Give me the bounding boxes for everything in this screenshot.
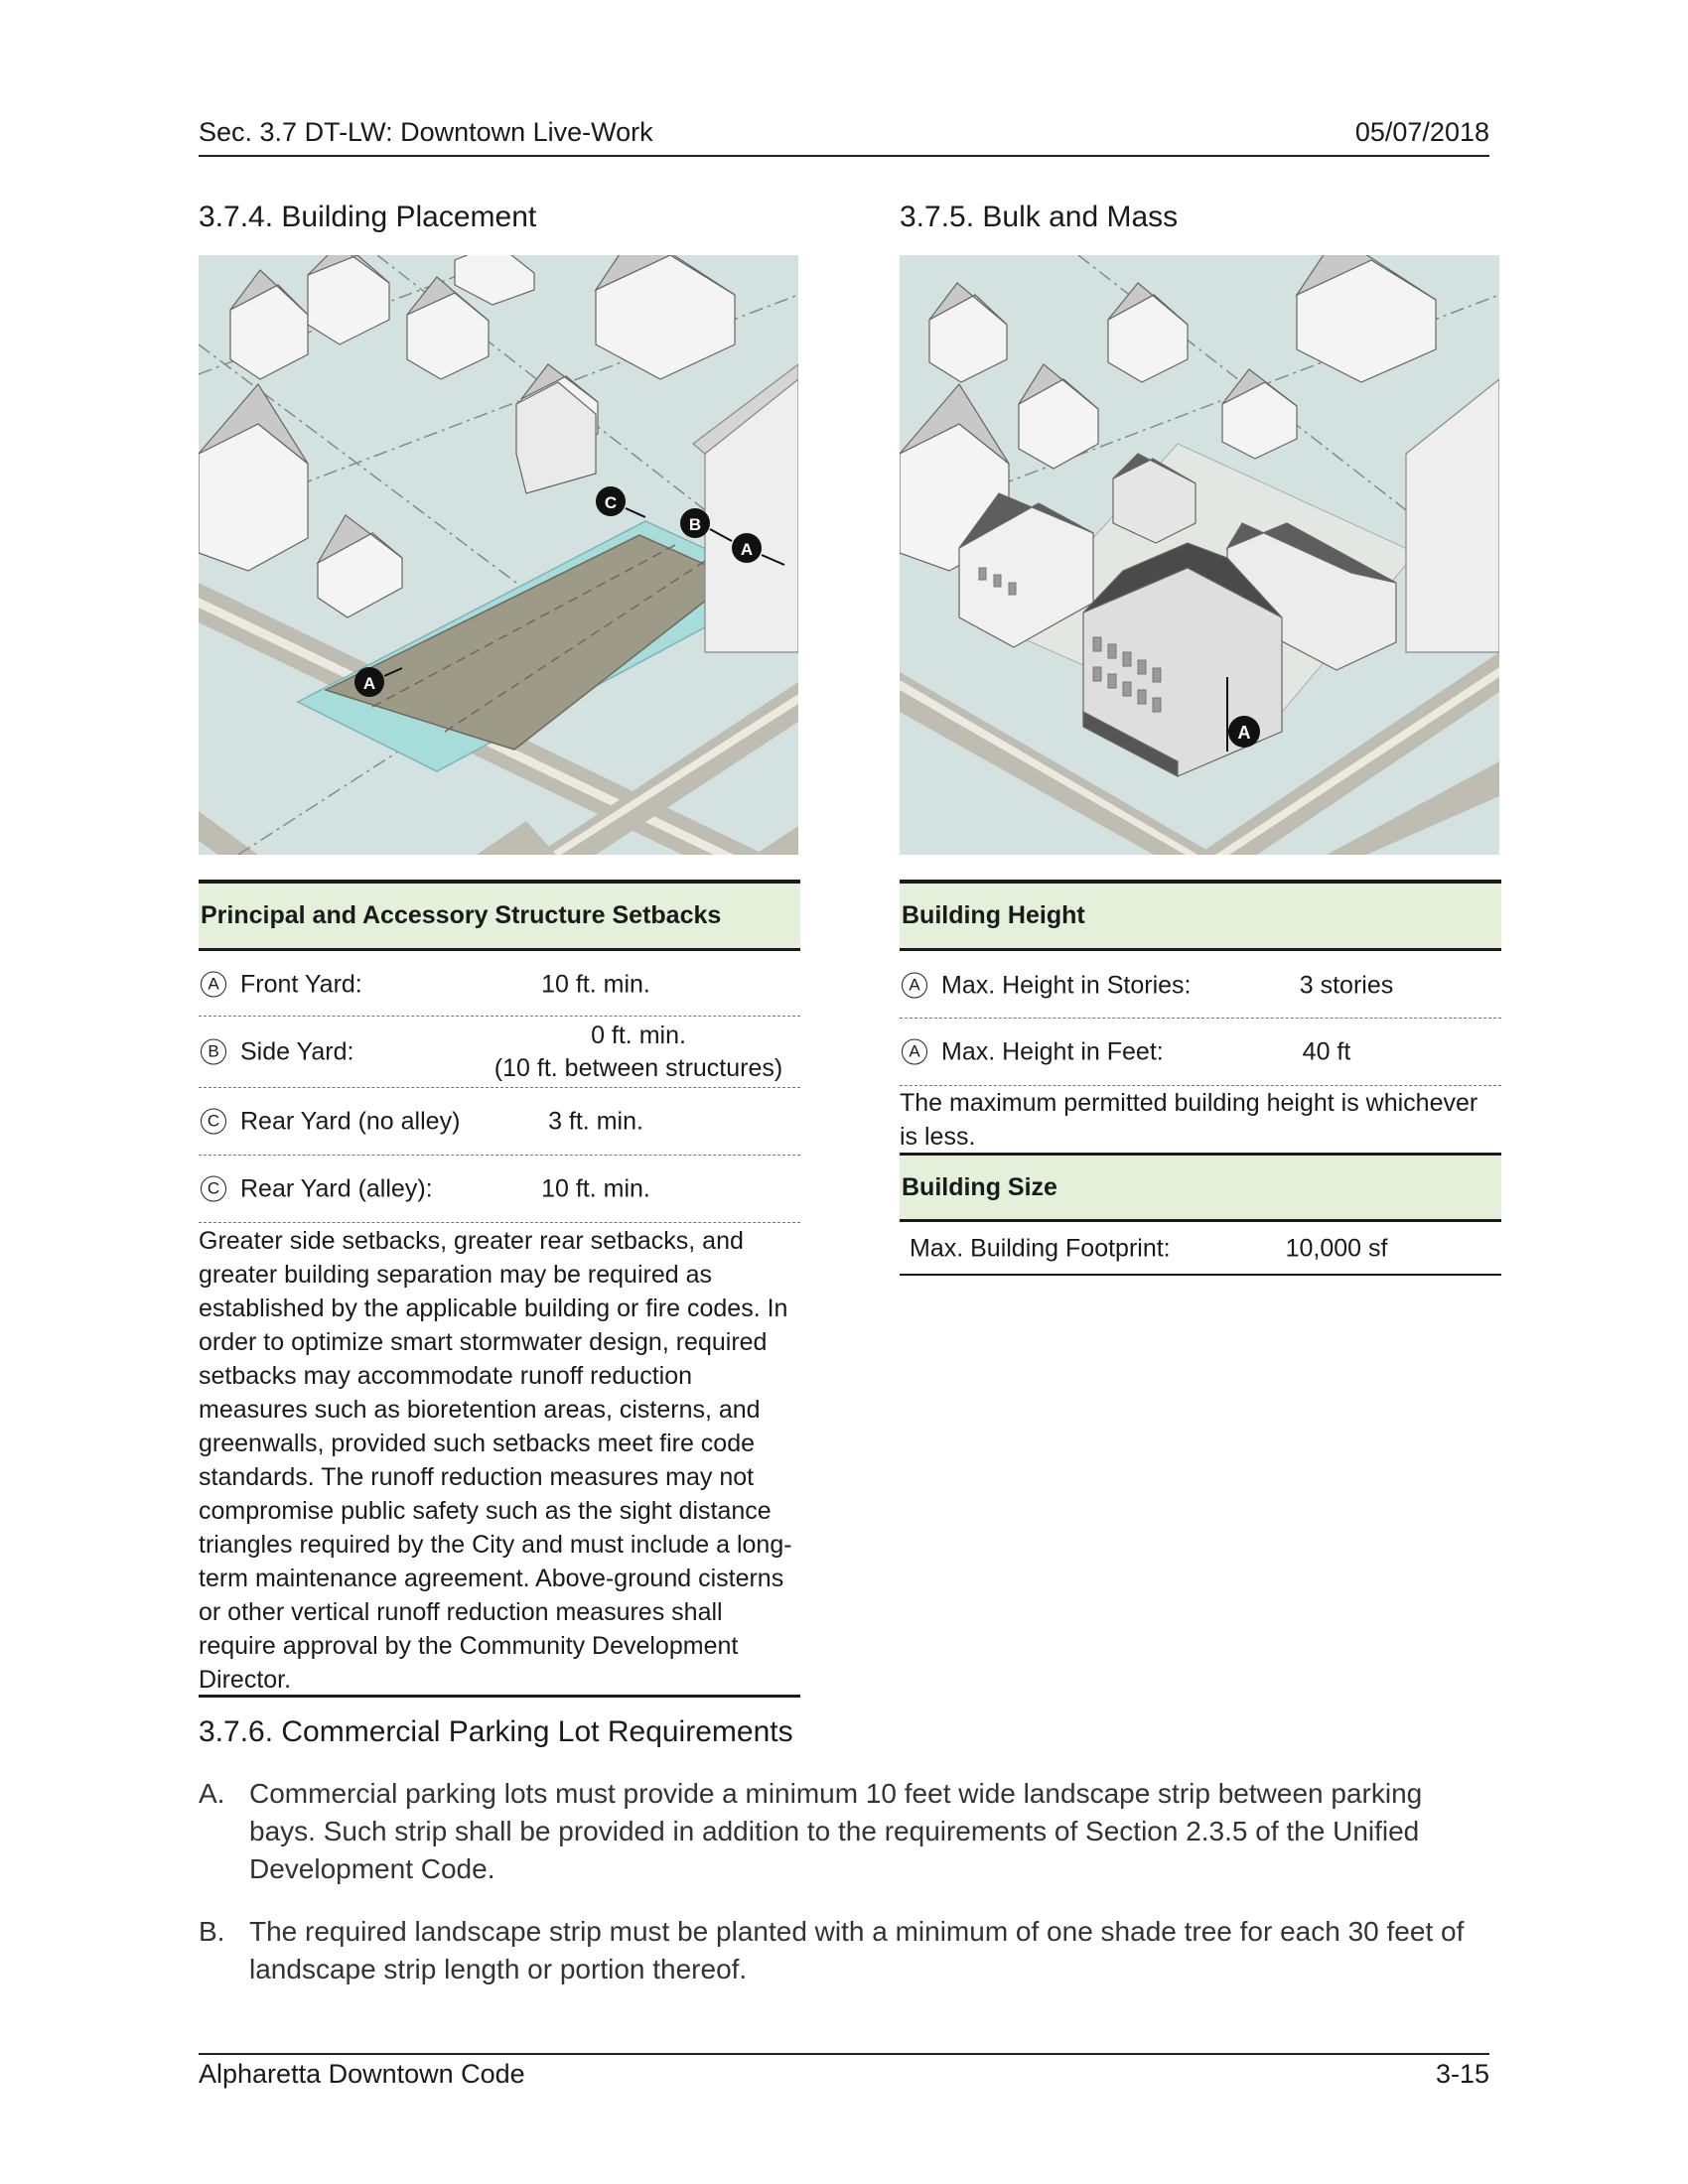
building-placement-title: 3.7.4. Building Placement <box>199 201 537 233</box>
bulk-mass-figure <box>900 255 1499 855</box>
setback-row-side <box>199 1017 800 1088</box>
parking-item-text: Commercial parking lots must provide a minimum 10 feet wide landscape strip between parking bays. Such strip shall be provided in addition to the requirements of Section 2.3.5 of the Unified Development Code. <box>249 1778 1423 1884</box>
parking-title: 3.7.6. Commercial Parking Lot Requirements <box>199 1715 793 1748</box>
height-note: The maximum permitted building height is whichever is less. <box>900 1089 1478 1151</box>
setback-label-a-front: A <box>362 674 376 693</box>
letter-badge: A <box>201 972 226 998</box>
setback-row-value: 0 ft. min. (10 ft. between structures) <box>493 1021 783 1082</box>
letter-badge: C <box>201 1176 226 1202</box>
footer-rule <box>199 2053 1489 2055</box>
height-row-stories <box>900 953 1501 1019</box>
setback-row-value: 3 ft. min. <box>548 1107 643 1135</box>
setback-label-a-side: A <box>740 540 754 559</box>
parking-item-text: The required landscape strip must be planted with a minimum of one shade tree for each 30 feet of landscape strip length or portion thereof. <box>249 1916 1465 1984</box>
setback-row-label: C Rear Yard (no alley) <box>201 1107 460 1136</box>
parking-item-a <box>199 1775 1489 1894</box>
setback-row-value: 10 ft. min. <box>541 970 650 998</box>
header-date: 05/07/2018 <box>1354 117 1489 147</box>
parking-item-marker: B. <box>199 1916 225 1947</box>
height-row-value: 3 stories <box>1299 971 1394 999</box>
header-rule <box>199 155 1489 157</box>
setbacks-table-header: Principal and Accessory Structure Setbacks <box>199 880 800 951</box>
setback-row-rear-alley <box>199 1156 800 1223</box>
setbacks-note: Greater side setbacks, greater rear setbacks, and greater building separation may be required as established by the applicable building or fire codes. In order to optimize smart stormwater design, required setbacks may accommodate runoff reduction measures such as bioretention areas, cisterns, and greenwalls, provided such setbacks meet fire code standards. The runoff reduction measures may not compromise public safety such as the sight distance triangles required by the City and must include a long-term maintenance agreement. Above-ground cisterns or other vertical runoff reduction measures shall require approval by the Community Development Director. <box>199 1227 792 1694</box>
section-header: Sec. 3.7 DT-LW: Downtown Live-Work <box>199 117 653 147</box>
setback-row-rear-no-alley <box>199 1088 800 1156</box>
building-placement-illustration <box>199 255 798 855</box>
setback-row-label: B Side Yard: <box>201 1037 353 1066</box>
letter-badge: A <box>902 1039 927 1065</box>
setback-row-value: 10 ft. min. <box>541 1174 650 1202</box>
setback-row-front <box>199 953 800 1017</box>
height-row-value: 40 ft <box>1302 1037 1351 1065</box>
footprint-row-value: 10,000 sf <box>1285 1234 1388 1263</box>
building-placement-figure <box>199 255 798 855</box>
letter-badge: A <box>902 973 927 999</box>
height-row-label: A Max. Height in Stories: <box>902 971 1192 1000</box>
letter-badge: B <box>201 1039 226 1065</box>
footprint-row <box>900 1224 1501 1276</box>
parking-item-marker: A. <box>199 1778 225 1809</box>
building-height-table-header: Building Height <box>900 880 1501 951</box>
footprint-row-label: Max. Building Footprint: <box>910 1234 1171 1263</box>
parking-item-b <box>199 1913 1489 1992</box>
bulk-mass-illustration <box>900 255 1499 855</box>
height-row-feet <box>900 1019 1501 1086</box>
footer-document-name: Alpharetta Downtown Code <box>199 2059 525 2089</box>
height-label-a: A <box>1237 723 1251 743</box>
building-size-table-header: Building Size <box>900 1153 1501 1222</box>
setback-row-label: A Front Yard: <box>201 970 362 999</box>
setback-label-c: C <box>604 493 618 512</box>
setback-label-b: B <box>688 515 702 534</box>
setbacks-bottom-rule <box>199 1695 800 1698</box>
footer-page-number: 3-15 <box>1435 2059 1489 2089</box>
bulk-mass-title: 3.7.5. Bulk and Mass <box>900 201 1179 233</box>
letter-badge: C <box>201 1109 226 1135</box>
height-row-label: A Max. Height in Feet: <box>902 1037 1164 1066</box>
setback-row-label: C Rear Yard (alley): <box>201 1174 433 1203</box>
